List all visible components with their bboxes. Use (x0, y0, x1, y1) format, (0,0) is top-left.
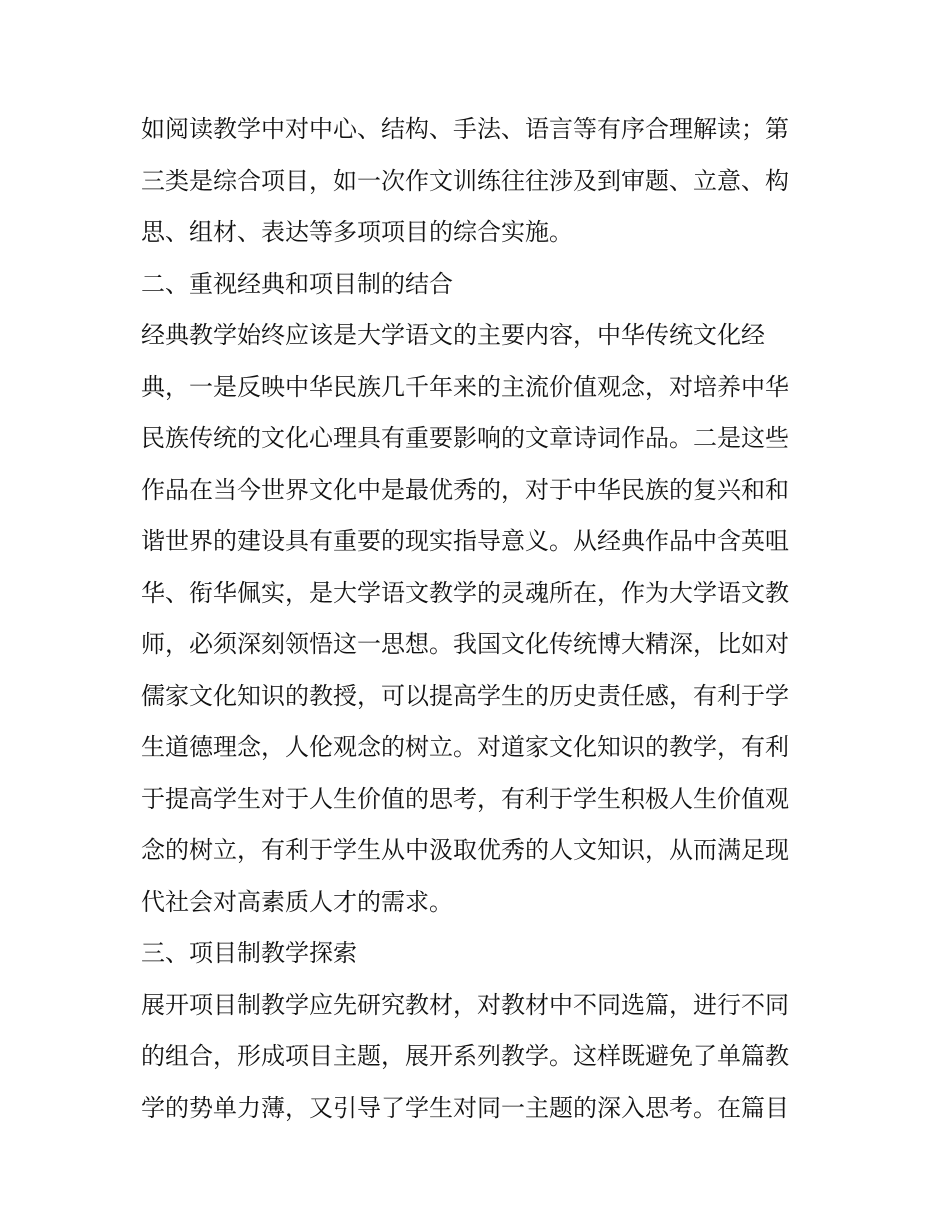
text-line: 生道德理念，人伦观念的树立。对道家文化知识的教学，有利 (141, 733, 789, 761)
text-line: 于提高学生对于人生价值的思考，有利于学生积极人生价值观 (141, 784, 789, 813)
text-line: 三类是综合项目，如一次作文训练往往涉及到审题、立意、构 (141, 166, 789, 195)
text-line: 儒家文化知识的教授，可以提高学生的历史责任感，有利于学 (141, 681, 789, 710)
text-line: 代社会对高素质人才的需求。 (141, 887, 453, 916)
section-heading: 二、重视经典和项目制的结合 (141, 269, 453, 298)
text-line: 思、组材、表达等多项项目的综合实施。 (141, 218, 573, 246)
text-line: 民族传统的文化心理具有重要影响的文章诗词作品。二是这些 (141, 424, 789, 452)
body-text (141, 104, 821, 1134)
text-line: 师，必须深刻领悟这一思想。我国文化传统博大精深，比如对 (141, 630, 789, 658)
text-line: 念的树立，有利于学生从中汲取优秀的人文知识，从而满足现 (141, 836, 789, 864)
text-line: 经典教学始终应该是大学语文的主要内容，中华传统文化经 (141, 321, 765, 349)
text-line: 作品在当今世界文化中是最优秀的，对于中华民族的复兴和和 (141, 475, 789, 504)
text-line: 华、衔华佩实，是大学语文教学的灵魂所在，作为大学语文教 (141, 578, 789, 607)
text-line: 学的势单力薄，又引导了学生对同一主题的深入思考。在篇目 (141, 1093, 789, 1122)
text-line: 如阅读教学中对中心、结构、手法、语言等有序合理解读；第 (141, 115, 789, 143)
text-line: 谐世界的建设具有重要的现实指导意义。从经典作品中含英咀 (141, 527, 789, 555)
section-heading: 三、项目制教学探索 (141, 939, 357, 967)
text-line: 典，一是反映中华民族几千年来的主流价值观念，对培养中华 (141, 372, 789, 401)
text-line: 展开项目制教学应先研究教材，对教材中不同选篇，进行不同 (141, 990, 789, 1019)
text-line: 的组合，形成项目主题，展开系列教学。这样既避免了单篇教 (141, 1042, 789, 1070)
